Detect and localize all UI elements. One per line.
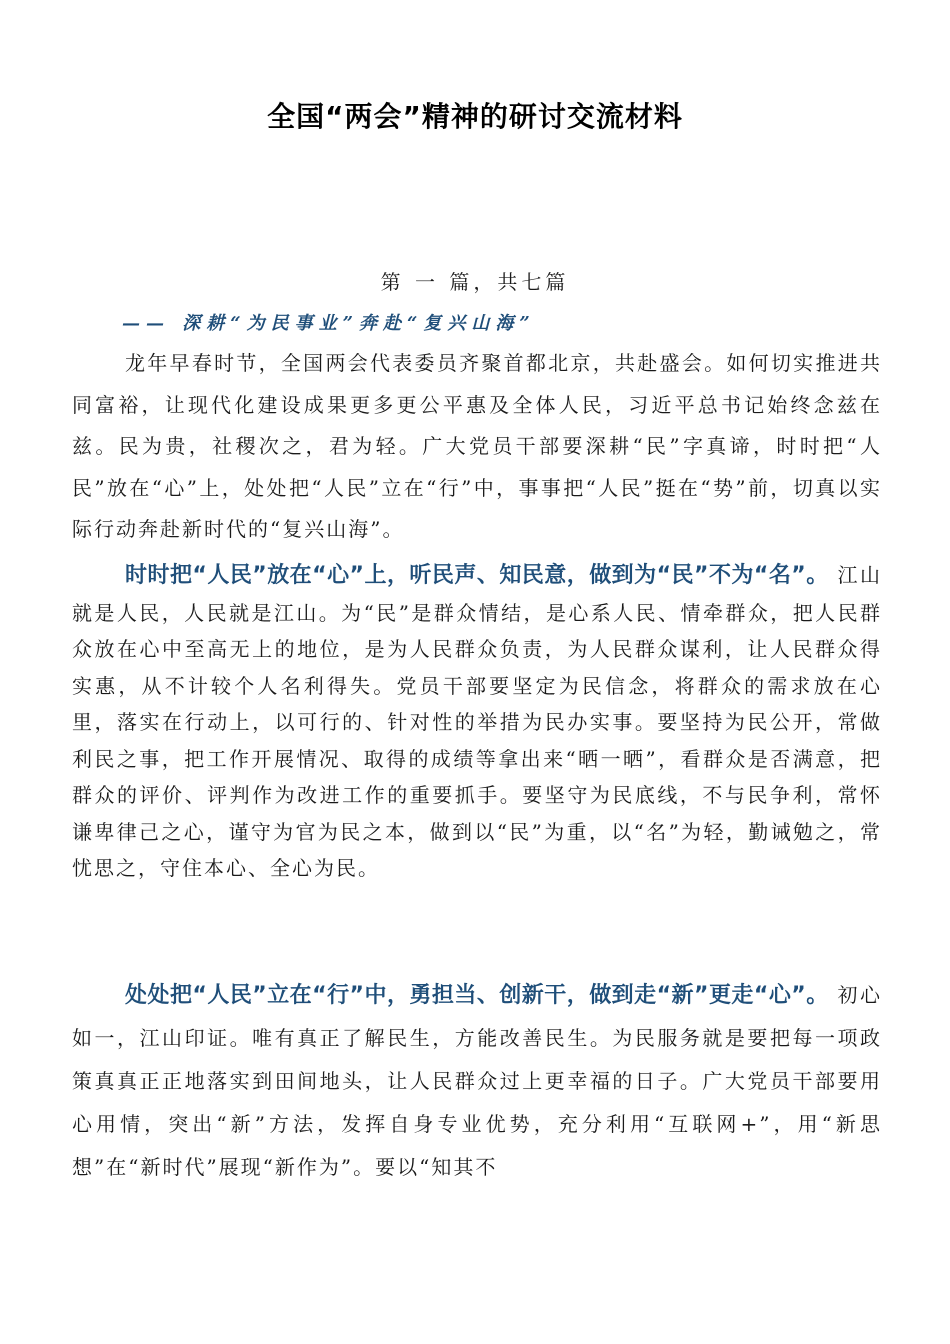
section-heading: 处处把“人民”立在“行”中，勇担当、创新干，做到走“新”更走“心”。 (125, 983, 829, 1008)
document-title: 全国“两会”精神的研讨交流材料 (267, 100, 683, 133)
subtitle: —— 深耕“为民事业”奔赴“复兴山海” (122, 313, 536, 334)
section-heading: 时时把“人民”放在“心”上，听民声、知民意，做到为“民”不为“名”。 (125, 563, 829, 588)
paragraph-section-2 (72, 974, 882, 1189)
paragraph-text: 龙年早春时节，全国两会代表委员齐聚首都北京，共赴盛会。如何切实推进共同富裕，让现代化建设成果更多更公平惠及全体人民，习近平总书记始终念兹在兹。民为贵，社稷次之，君为轻。广大党员干部要深耕“民”字真谛，时时把“人民”放在“心”上，处处把“人民”立在“行”中，事事把“人民”挺在“势”前，切真以实际行动奔赴新时代的“复兴山海”。 (72, 351, 882, 541)
paragraph-intro (72, 343, 882, 551)
chapter-heading: 第 一 篇，共七篇 (380, 270, 570, 294)
paragraph-section-1 (72, 557, 882, 887)
paragraph-text: 江山就是人民，人民就是江山。为“民”是群众情结，是心系人民、情牵群众，把人民群众放在心中至高无上的地位，是为人民群众负责，为人民群众谋利，让人民群众得实惠，从不计较个人名利得失。党员干部要坚定为民信念，将群众的需求放在心里，落实在行动上，以可行的、针对性的举措为民办实事。要坚持为民公开，常做利民之事，把工作开展情况、取得的成绩等拿出来“晒一晒”，看群众是否满意，把群众的评价、评判作为改进工作的重要抓手。要坚守为民底线，不与民争利，常怀谦卑律己之心，谨守为官为民之本，做到以“民”为重，以“名”为轻，勤诫勉之，常忧思之，守住本心、全心为民。 (72, 563, 883, 880)
paragraph-text: 初心如一，江山印证。唯有真正了解民生，方能改善民生。为民服务就是要把每一项政策真真正正地落实到田间地头，让人民群众过上更幸福的日子。广大党员干部要用心用情，突出“新”方法，发挥自身专业优势，充分利用“互联网+”，用“新思想”在“新时代”展现“新作为”。要以“知其不 (72, 983, 883, 1179)
